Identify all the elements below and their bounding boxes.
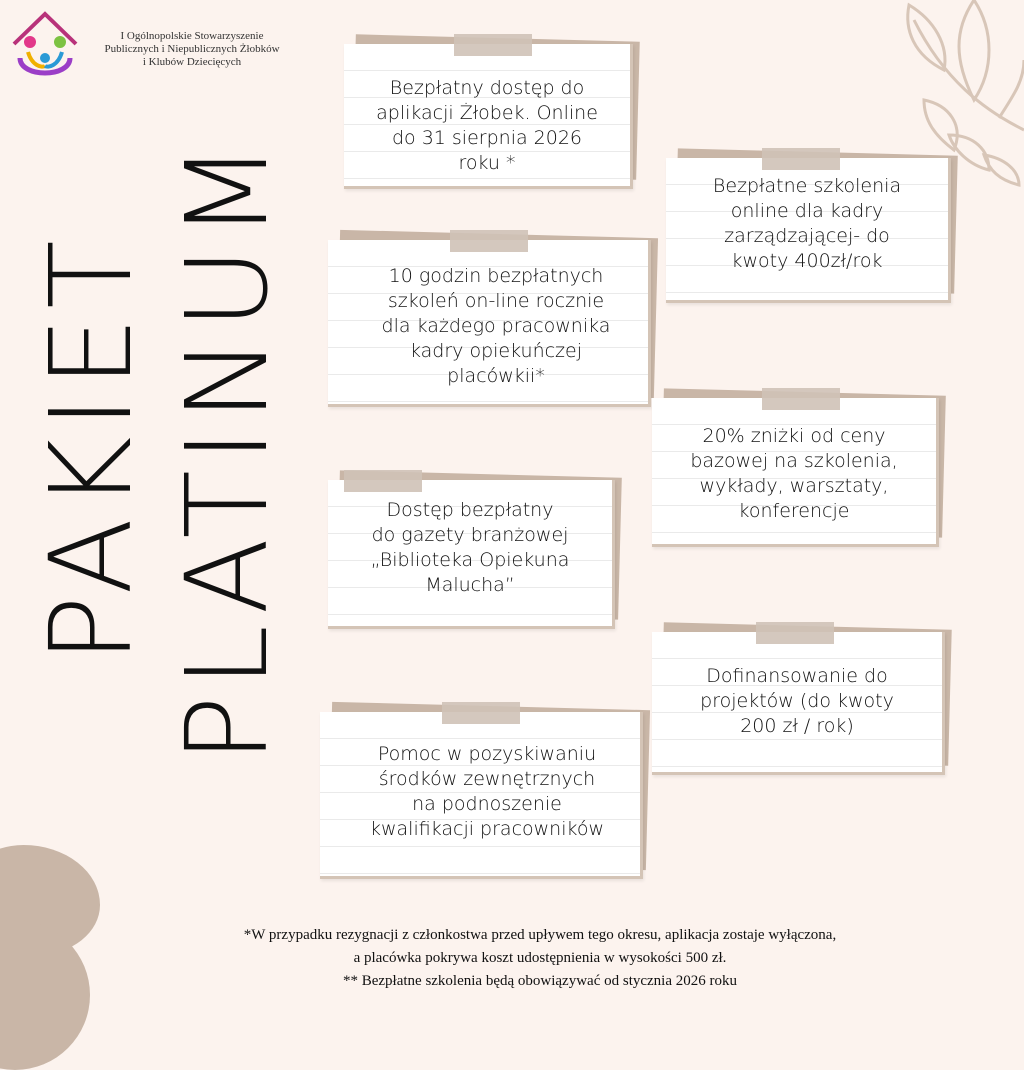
tape-strip bbox=[762, 148, 840, 170]
card-line: kwalifikacji pracowników bbox=[369, 818, 604, 840]
benefit-card-external-funds bbox=[320, 712, 643, 879]
card-line: Pomoc w pozyskiwaniu bbox=[377, 743, 597, 765]
card-line: Bezpłatne szkolenia bbox=[712, 175, 902, 197]
benefit-card-funding bbox=[652, 632, 945, 775]
card-line: „Biblioteka Opiekuna bbox=[370, 549, 570, 571]
card-line: Bezpłatny dostęp do bbox=[389, 77, 585, 99]
card-line: do 31 sierpnia 2026 bbox=[391, 127, 583, 149]
footnote-line: ** Bezpłatne szkolenia będą obowiązywać od stycznia 2026 roku bbox=[342, 973, 738, 989]
card-line: szkoleń on-line rocznie bbox=[387, 290, 605, 312]
tape-strip bbox=[344, 470, 422, 492]
tape-strip bbox=[450, 230, 528, 252]
card-line: 10 godzin bezpłatnych bbox=[388, 265, 604, 287]
card-line: projektów (do kwoty bbox=[700, 690, 894, 712]
page-title bbox=[27, 115, 293, 775]
card-line: 200 zł / rok) bbox=[740, 715, 854, 737]
organization-name-line: Publicznych i Niepublicznych Żłobków bbox=[104, 43, 280, 55]
card-line: 20% zniżki od ceny bbox=[702, 425, 886, 447]
title-line-platinum: PLATINUM bbox=[163, 134, 293, 763]
benefit-card-magazine bbox=[328, 480, 615, 629]
card-line: dla każdego pracownika bbox=[381, 315, 611, 337]
card-line: środków zewnętrznych bbox=[378, 768, 596, 790]
card-line: konferencje bbox=[738, 500, 850, 522]
organization-name-line: I Ogólnopolskie Stowarzyszenie bbox=[120, 30, 264, 42]
card-line: wykłady, warsztaty, bbox=[699, 475, 889, 497]
card-line: kadry opiekuńczej bbox=[409, 340, 582, 362]
card-line: Dofinansowanie do bbox=[706, 665, 888, 687]
benefit-card-app-access bbox=[344, 44, 633, 189]
card-line: do gazety branżowej bbox=[371, 524, 569, 546]
card-line: Malucha” bbox=[425, 574, 515, 596]
footnotes bbox=[110, 924, 970, 993]
card-line: zarządzającej- do bbox=[724, 225, 890, 247]
tape-strip bbox=[762, 388, 840, 410]
card-line: Dostęp bezpłatny bbox=[386, 499, 554, 521]
card-line: online dla kadry bbox=[730, 200, 884, 222]
tape-strip bbox=[756, 622, 834, 644]
benefit-card-management-training bbox=[666, 158, 951, 303]
footnote-line: *W przypadku rezygnacji z członkostwa przed upływem tego okresu, aplikacja zostaje wyłączona, bbox=[243, 927, 837, 943]
card-line: na podnoszenie bbox=[412, 793, 562, 815]
card-line: placówkii* bbox=[447, 365, 545, 387]
organization-name-line: i Klubów Dziecięcych bbox=[142, 56, 242, 68]
organization-name bbox=[72, 30, 312, 69]
tape-strip bbox=[442, 702, 520, 724]
card-line: kwoty 400zł/rok bbox=[731, 250, 883, 272]
card-line: bazowej na szkolenia, bbox=[690, 450, 898, 472]
card-line: aplikacji Żłobek. Online bbox=[376, 102, 598, 124]
tape-strip bbox=[454, 34, 532, 56]
title-line-pakiet: PAKIET bbox=[27, 232, 157, 663]
card-line: roku * bbox=[458, 152, 516, 174]
benefit-card-staff-training bbox=[328, 240, 651, 407]
benefit-card-discount bbox=[652, 398, 939, 547]
footnote-line: a placówka pokrywa koszt udostępnienia w wysokości 500 zł. bbox=[353, 950, 727, 966]
